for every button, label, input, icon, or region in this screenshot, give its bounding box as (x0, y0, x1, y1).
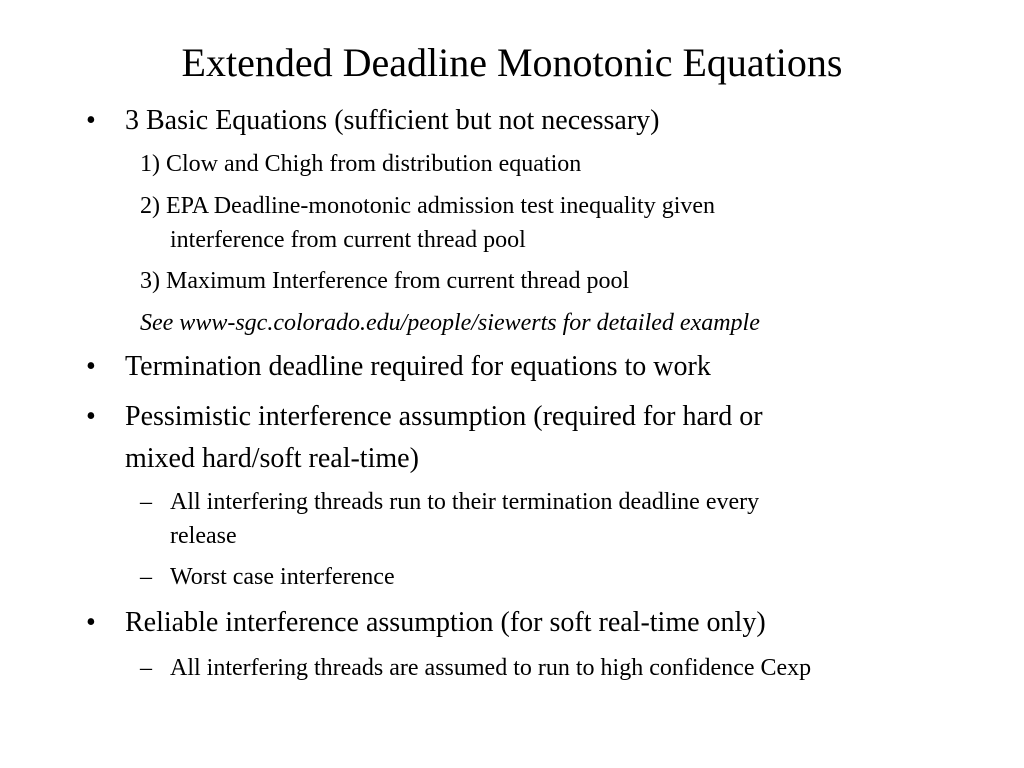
sub-item-text: All interfering threads run to their termination deadline every (170, 489, 760, 515)
sub-item-text: release (170, 523, 237, 549)
sub-item-text: Worst case interference (170, 564, 395, 590)
bullet-icon: • (86, 607, 96, 638)
sub-item-text: All interfering threads are assumed to run to high confidence Cexp (170, 655, 812, 681)
bullet-icon: • (86, 351, 96, 382)
bullet-text: Reliable interference assumption (for soft real-time only) (125, 607, 766, 638)
sub-item-text: 1) Clow and Chigh from distribution equation (140, 151, 582, 177)
bullet-text: Termination deadline required for equations to work (125, 351, 711, 382)
slide-title: Extended Deadline Monotonic Equations (181, 40, 843, 85)
bullet-text: 3 Basic Equations (sufficient but not necessary) (125, 105, 660, 136)
sub-item-text: interference from current thread pool (170, 227, 526, 253)
dash-icon: – (140, 564, 152, 590)
dash-icon: – (140, 655, 152, 681)
sub-item-text: 3) Maximum Interference from current thread pool (140, 268, 630, 294)
dash-icon: – (140, 489, 152, 515)
sub-item-note: See www-sgc.colorado.edu/people/siewerts for detailed example (140, 310, 760, 336)
bullet-icon: • (86, 401, 96, 432)
sub-item-text: 2) EPA Deadline-monotonic admission test inequality given (140, 193, 716, 219)
bullet-text: Pessimistic interference assumption (required for hard or (125, 401, 763, 432)
bullet-text: mixed hard/soft real-time) (125, 443, 419, 474)
bullet-icon: • (86, 105, 96, 136)
